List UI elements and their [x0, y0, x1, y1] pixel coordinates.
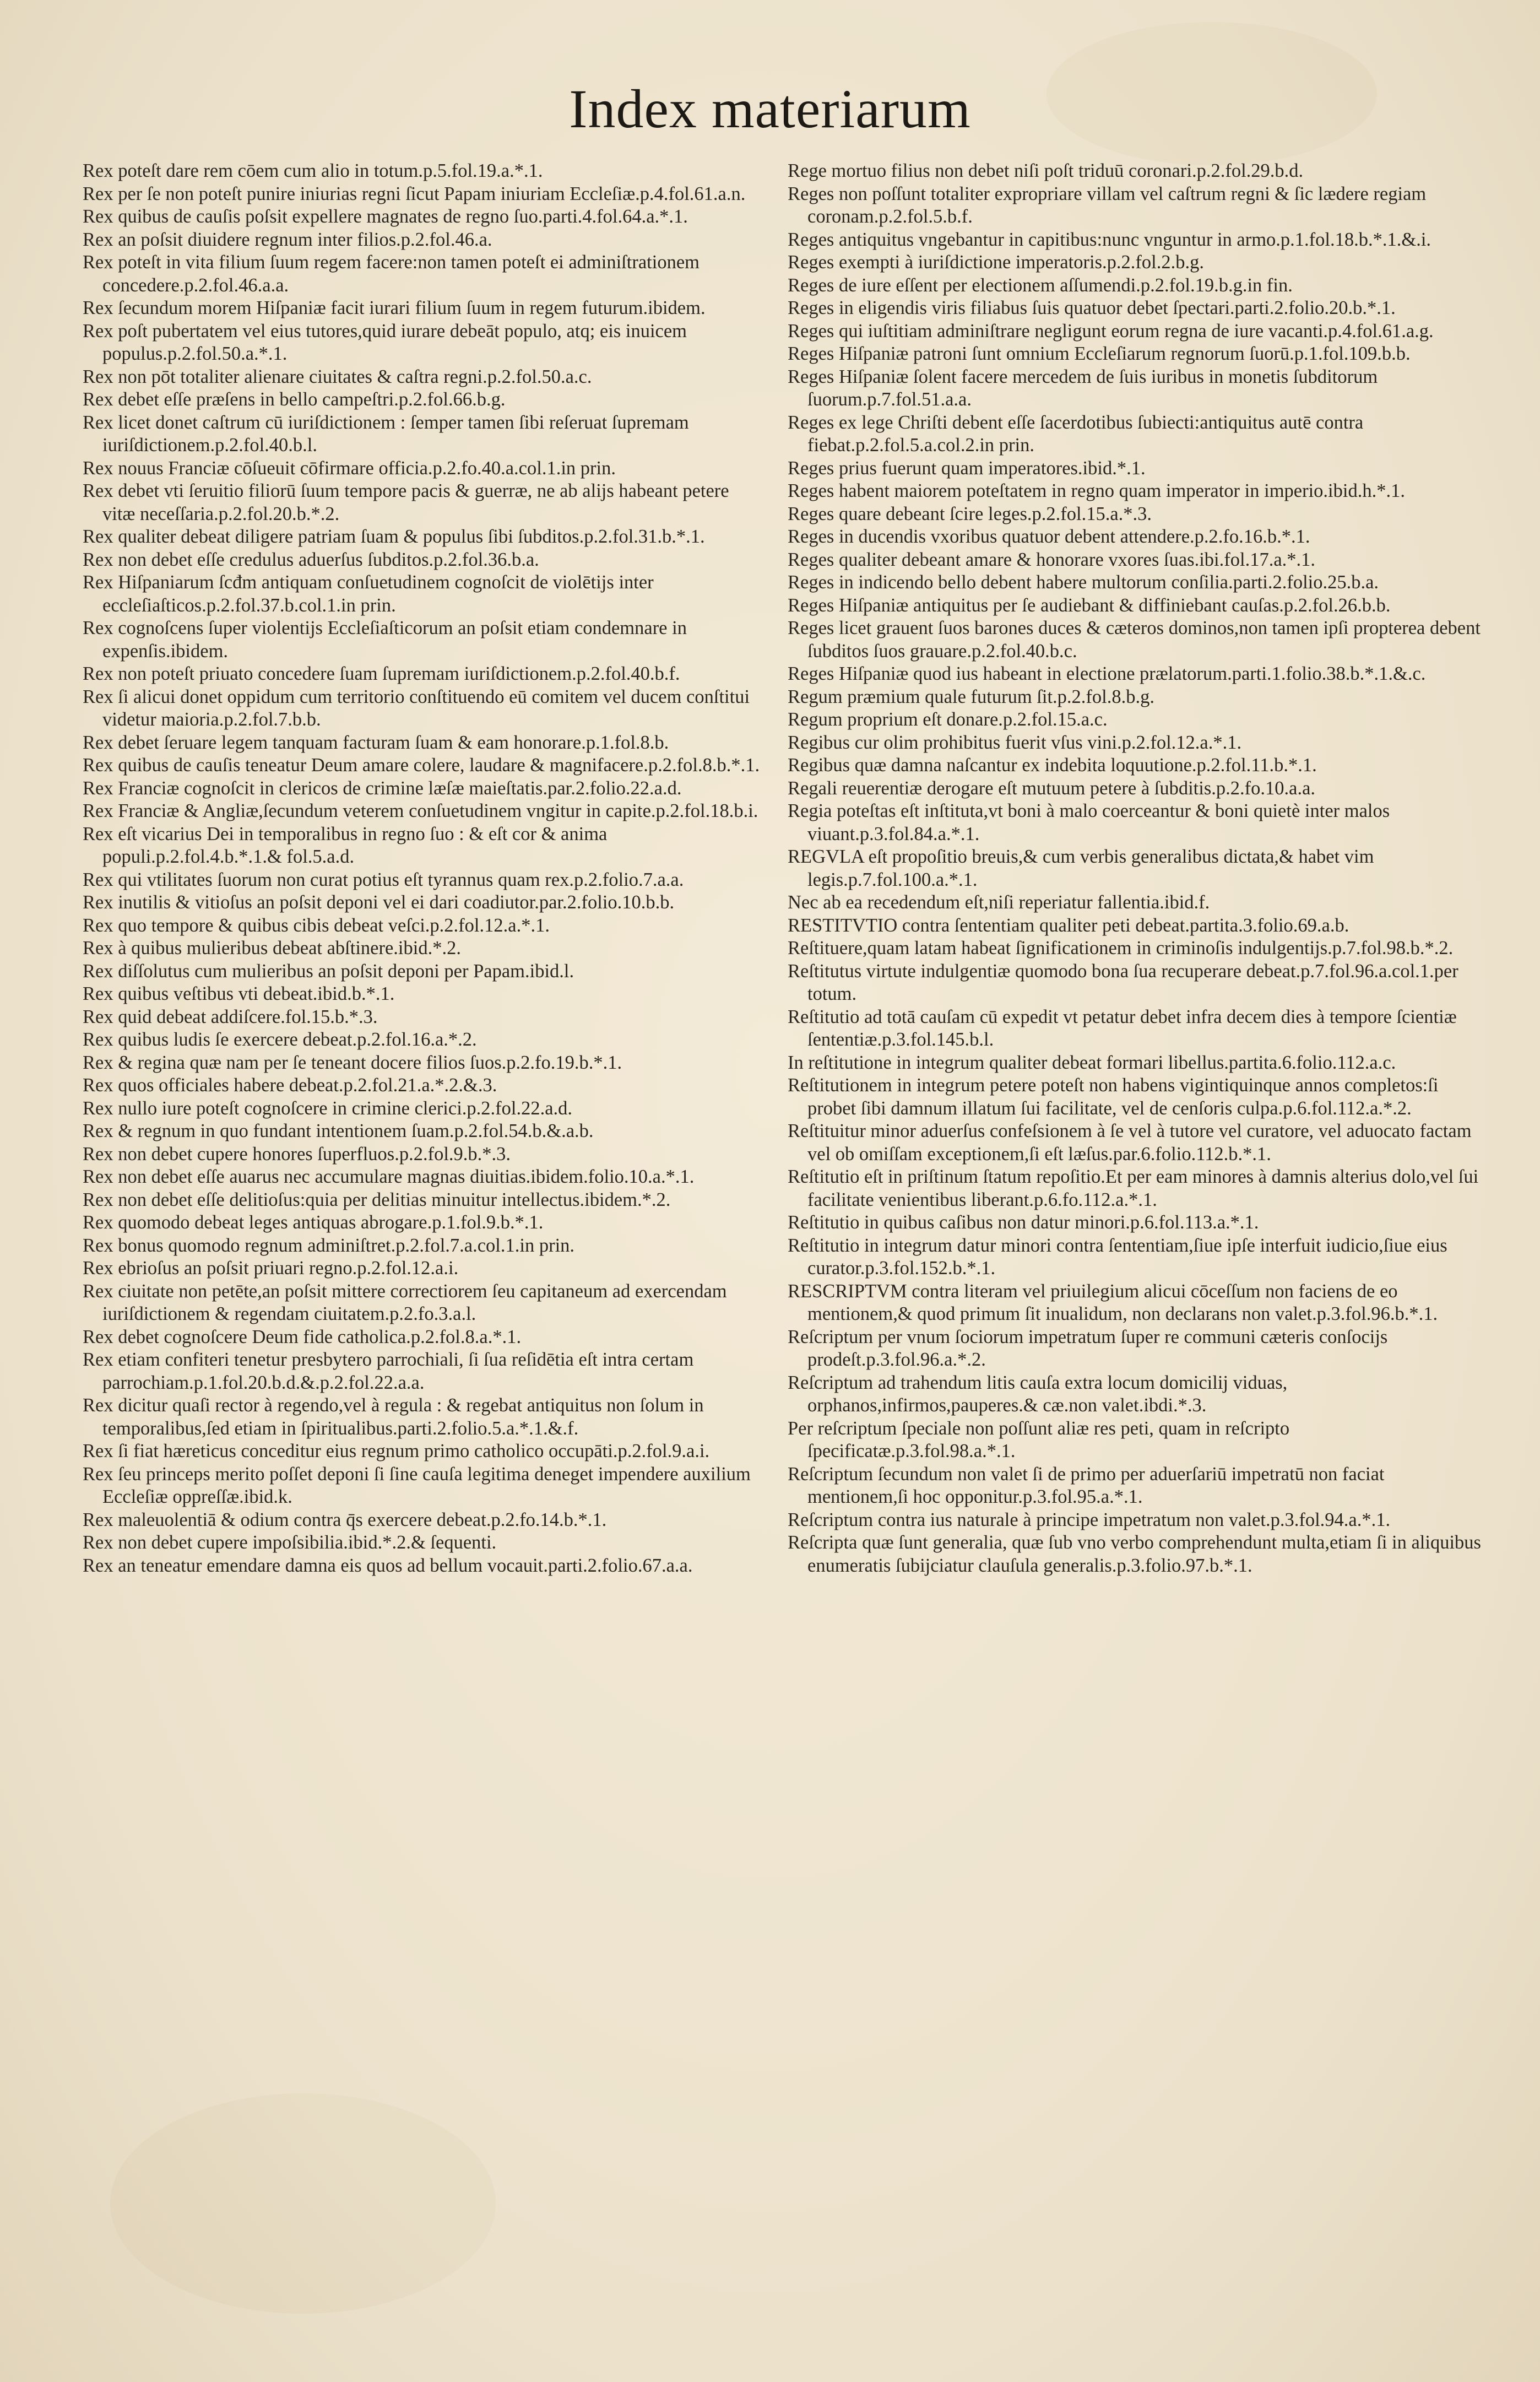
index-entry: Rex debet eſſe præſens in bello campeſtri.p.2.fol.66.b.g. — [83, 389, 506, 410]
index-entry: Rex inutilis & vitioſus an poſsit deponi vel ei dari coadiutor.par.2.folio.10.b.b. — [83, 892, 675, 913]
index-entry: Reſcriptum ſecundum non valet ſi de primo per aduerſariū impetratū non faciat mentionem,ſi hoc opponitur.p.3.fol.95.a.*.1. — [788, 1463, 1385, 1507]
index-entry: Rex qualiter debeat diligere patriam ſuam & populus ſibi ſubditos.p.2.fol.31.b.*.1. — [83, 526, 705, 547]
index-entry: Rex non debet eſſe auarus nec accumulare magnas diuitias.ibidem.folio.10.a.*.1. — [83, 1166, 695, 1187]
index-entry: Reges in indicendo bello debent habere multorum conſilia.parti.2.folio.25.b.a. — [788, 572, 1379, 593]
index-entry: RESTITVTIO contra ſententiam qualiter peti debeat.partita.3.folio.69.a.b. — [788, 914, 1349, 936]
index-entry: Reſcripta quæ ſunt generalia, quæ ſub vno verbo comprehendunt multa,etiam ſi in aliquibus enumeratis ſubijciatur clauſula generalis.p.3.folio.97.b.*.1. — [788, 1532, 1481, 1576]
index-entry: Reges non poſſunt totaliter expropriare villam vel caſtrum regni & ſic lædere regiam coronam.p.2.fol.5.b.f. — [788, 183, 1427, 227]
index-entry: Rex ſecundum morem Hiſpaniæ facit iurari filium ſuum in regem futurum.ibidem. — [83, 297, 706, 318]
index-entry: Rex non debet eſſe credulus aduerſus ſubditos.p.2.fol.36.b.a. — [83, 549, 539, 570]
index-entry: Rex cognoſcens ſuper violentijs Eccleſiaſticorum an poſsit etiam condemnare in expenſis.ibidem. — [83, 618, 687, 662]
index-entry: Rex nouus Franciæ cōſueuit cōfirmare officia.p.2.fo.40.a.col.1.in prin. — [83, 457, 616, 479]
index-entry: Rex qui vtilitates ſuorum non curat potius eſt tyrannus quam rex.p.2.folio.7.a.a. — [83, 869, 684, 890]
index-entry: Rex ſi alicui donet oppidum cum territorio conſtituendo eū comitem vel ducem conſtitui videtur maioria.p.2.fol.7.b.b. — [83, 686, 750, 730]
index-entry: Rex non debet eſſe delitioſus:quia per delitias minuitur intellectus.ibidem.*.2. — [83, 1189, 671, 1210]
index-entry: Regali reuerentiæ derogare eſt mutuum petere à ſubditis.p.2.fo.10.a.a. — [788, 777, 1316, 799]
index-entry: Reſtitutio in quibus caſibus non datur minori.p.6.fol.113.a.*.1. — [788, 1212, 1259, 1233]
index-entry: Rex diſſolutus cum mulieribus an poſsit deponi per Papam.ibid.l. — [83, 960, 574, 982]
index-entry: Rex debet cognoſcere Deum fide catholica.p.2.fol.8.a.*.1. — [83, 1326, 522, 1347]
index-entry: Rex quibus ludis ſe exercere debeat.p.2.fol.16.a.*.2. — [83, 1029, 477, 1050]
index-entry: Reges de iure eſſent per electionem aſſumendi.p.2.fol.19.b.g.in fin. — [788, 274, 1293, 296]
index-entry: Regum proprium eſt donare.p.2.fol.15.a.c. — [788, 709, 1108, 730]
index-entry: Rex nullo iure poteſt cognoſcere in crimine clerici.p.2.fol.22.a.d. — [83, 1097, 573, 1119]
index-entry: Reges quare debeant ſcire leges.p.2.fol.15.a.*.3. — [788, 503, 1152, 524]
index-entry: Reſcriptum per vnum ſociorum impetratum ſuper re communi cæteris conſocijs prodeſt.p.3.fol.96.a.*.2. — [788, 1326, 1388, 1370]
index-entry: Reſtitutio ad totā cauſam cū expedit vt petatur debet infra decem dies à tempore ſcientiæ ſententiæ.p.3.fol.145.b.l. — [788, 1006, 1457, 1050]
index-entry: Rex quibus de cauſis poſsit expellere magnates de regno ſuo.parti.4.fol.64.a.*.1. — [83, 206, 688, 227]
index-entry: Reges exempti à iuriſdictione imperatoris.p.2.fol.2.b.g. — [788, 252, 1204, 273]
index-entry: Regum præmium quale futurum ſit.p.2.fol.8.b.g. — [788, 686, 1154, 707]
page-title: Index materiarum — [569, 78, 971, 139]
index-entry: Rex quibus veſtibus vti debeat.ibid.b.*.1. — [83, 983, 395, 1004]
index-entry: Rex licet donet caſtrum cū iuriſdictionem : ſemper tamen ſibi reſeruat ſupremam iuriſdictionem.p.2.fol.40.b.l. — [83, 412, 689, 456]
index-entry: Rex non pōt totaliter alienare ciuitates & caſtra regni.p.2.fol.50.a.c. — [83, 366, 592, 387]
left-index-column — [83, 160, 760, 1577]
index-entry: Rex quibus de cauſis teneatur Deum amare colere, laudare & magnifacere.p.2.fol.8.b.*.1. — [83, 755, 760, 776]
paper-stain — [110, 2093, 496, 2314]
index-entry: Rex quos officiales habere debeat.p.2.fol.21.a.*.2.&.3. — [83, 1075, 497, 1096]
index-entry: Rex ſeu princeps merito poſſet deponi ſi ſine cauſa legitima deneget impendere auxilium Eccleſiæ oppreſſæ.ibid.k. — [83, 1463, 751, 1507]
index-entry: Rex poteſt in vita filium ſuum regem facere:non tamen poteſt ei adminiſtrationem concedere.p.2.fol.46.a.a. — [83, 252, 699, 296]
index-entry: Reges antiquitus vngebantur in capitibus:nunc vnguntur in armo.p.1.fol.18.b.*.1.&.i. — [788, 229, 1431, 250]
index-entry: Reges Hiſpaniæ patroni ſunt omnium Eccleſiarum regnorum ſuorū.p.1.fol.109.b.b. — [788, 343, 1411, 364]
index-entry: Reges Hiſpaniæ ſolent facere mercedem de ſuis iuribus in monetis ſubditorum ſuorum.p.7.fol.51.a.a. — [788, 366, 1378, 410]
index-entry: Rex poſt pubertatem vel eius tutores,quid iurare debeāt populo, atq; eis inuicem populus.p.2.fol.50.a.*.1. — [83, 320, 687, 364]
index-entry: Rex debet ſeruare legem tanquam facturam ſuam & eam honorare.p.1.fol.8.b. — [83, 732, 669, 753]
index-entry: Reſtituere,quam latam habeat ſignificationem in criminoſis indulgentijs.p.7.fol.98.b.*.2. — [788, 938, 1454, 959]
index-entry: Rex poteſt dare rem cōem cum alio in totum.p.5.fol.19.a.*.1. — [83, 160, 543, 181]
index-entry: Rex à quibus mulieribus debeat abſtinere.ibid.*.2. — [83, 938, 461, 959]
index-entry: Rex quo tempore & quibus cibis debeat veſci.p.2.fol.12.a.*.1. — [83, 914, 550, 936]
index-entry: Regibus quæ damna naſcantur ex indebita loquutione.p.2.fol.11.b.*.1. — [788, 755, 1317, 776]
index-entry: Rex per ſe non poteſt punire iniurias regni ſicut Papam iniuriam Eccleſiæ.p.4.fol.61.a.n. — [83, 183, 746, 204]
index-entry: Nec ab ea recedendum eſt,niſi reperiatur fallentia.ibid.f. — [788, 892, 1210, 913]
index-entry: Rex an poſsit diuidere regnum inter filios.p.2.fol.46.a. — [83, 229, 492, 250]
index-entry: Rex eſt vicarius Dei in temporalibus in regno ſuo : & eſt cor & anima populi.p.2.fol.4.b.*.1.& fol.5.a.d. — [83, 823, 608, 867]
index-entry: Reges Hiſpaniæ antiquitus per ſe audiebant & diffiniebant cauſas.p.2.fol.26.b.b. — [788, 594, 1391, 616]
index-entry: REGVLA eſt propoſitio breuis,& cum verbis generalibus dictata,& habet vim legis.p.7.fol.100.a.*.1. — [788, 846, 1374, 890]
index-entry: Rex ſi fiat hæreticus conceditur eius regnum primo catholico occupāti.p.2.fol.9.a.i. — [83, 1441, 710, 1461]
index-entry: Per reſcriptum ſpeciale non poſſunt aliæ res peti, quam in reſcripto ſpecificatæ.p.3.fol.98.a.*.1. — [788, 1417, 1290, 1461]
index-entry: Rex & regnum in quo fundant intentionem ſuam.p.2.fol.54.b.&.a.b. — [83, 1120, 594, 1141]
index-entry: Regibus cur olim prohibitus fuerit vſus vini.p.2.fol.12.a.*.1. — [788, 732, 1242, 753]
index-entry: Rex debet vti ſeruitio filiorū ſuum tempore pacis & guerræ, ne ab alijs habeant petere vitæ neceſſaria.p.2.fol.20.b.*.2. — [83, 480, 729, 524]
index-entry: Rex ciuitate non petēte,an poſsit mittere correctiorem ſeu capitaneum ad exercendam iuriſdictionem & regendam ciuitatem.p.2.fo.3.a.l. — [83, 1280, 727, 1324]
index-entry: Rex Franciæ cognoſcit in clericos de crimine læſæ maieſtatis.par.2.folio.22.a.d. — [83, 777, 682, 799]
index-entry: Reges qui iuſtitiam adminiſtrare negligunt eorum regna de iure vacanti.p.4.fol.61.a.g. — [788, 320, 1434, 342]
index-entry: Reges in eligendis viris filiabus ſuis quatuor debet ſpectari.parti.2.folio.20.b.*.1. — [788, 297, 1396, 318]
index-entry: Reges habent maiorem poteſtatem in regno quam imperator in imperio.ibid.h.*.1. — [788, 480, 1405, 501]
index-entry: Reges in ducendis vxoribus quatuor debent attendere.p.2.fo.16.b.*.1. — [788, 526, 1310, 547]
index-entry: Reſcriptum contra ius naturale à principe impetratum non valet.p.3.fol.94.a.*.1. — [788, 1509, 1391, 1530]
index-entry: Reſtitutio eſt in priſtinum ſtatum repoſitio.Et per eam minores à damnis alterius dolo,vel ſui facilitate venientibus liberant.p.6.fo.112.a.*.1. — [788, 1166, 1479, 1210]
index-entry: Regia poteſtas eſt inſtituta,vt boni à malo coerceantur & boni quietè inter malos viuant.p.3.fol.84.a.*.1. — [788, 800, 1390, 844]
index-entry: Rex an teneatur emendare damna eis quos ad bellum vocauit.parti.2.folio.67.a.a. — [83, 1555, 693, 1576]
index-entry: Rex & regina quæ nam per ſe teneant docere filios ſuos.p.2.fo.19.b.*.1. — [83, 1052, 622, 1073]
index-entry: Reges Hiſpaniæ quod ius habeant in electione prælatorum.parti.1.folio.38.b.*.1.&.c. — [788, 663, 1426, 684]
index-entry: Rege mortuo filius non debet niſi poſt triduū coronari.p.2.fol.29.b.d. — [788, 160, 1304, 181]
index-entry: Rex bonus quomodo regnum adminiſtret.p.2.fol.7.a.col.1.in prin. — [83, 1235, 575, 1256]
index-entry: Rex non debet cupere honores ſuperfluos.p.2.fol.9.b.*.3. — [83, 1143, 511, 1165]
index-entry: Rex maleuolentiā & odium contra q̄s exercere debeat.p.2.fo.14.b.*.1. — [83, 1509, 607, 1530]
index-entry: Reges licet grauent ſuos barones duces & cæteros dominos,non tamen ipſi propterea debent ſubditos ſuos grauare.p.2.fol.40.b.c. — [788, 618, 1481, 662]
index-entry: Rex Hiſpaniarum ſcđm antiquam conſuetudinem cognoſcit de violētijs inter eccleſiaſticos.p.2.fol.37.b.col.1.in prin. — [83, 572, 654, 616]
index-entry: Reſtitutio in integrum datur minori contra ſententiam,ſiue ipſe interfuit iudicio,ſiue eius curator.p.3.fol.152.b.*.1. — [788, 1235, 1447, 1279]
index-entry: Reges ex lege Chriſti debent eſſe ſacerdotibus ſubiecti:antiquitus autē contra fiebat.p.2.fol.5.a.col.2.in prin. — [788, 412, 1364, 456]
index-entry: Reges prius fuerunt quam imperatores.ibid.*.1. — [788, 457, 1146, 479]
index-entry: Reſcriptum ad trahendum litis cauſa extra locum domicilij viduas, orphanos,infirmos,pauperes.& cæ.non valet.ibdi.*.3. — [788, 1372, 1288, 1416]
index-entry: Reſtitutionem in integrum petere poteſt non habens vigintiquinque annos completos:ſi probet ſibi damnum illatum ſui facilitate, vel de cenſoris culpa.p.6.fol.112.a.*.2. — [788, 1075, 1439, 1119]
index-entry: Rex etiam confiteri tenetur presbytero parrochiali, ſi ſua reſidētia eſt intra certam parrochiam.p.1.fol.20.b.d.&.p.2.fol.22.a.a. — [83, 1349, 694, 1393]
index-entry: RESCRIPTVM contra literam vel priuilegium alicui cōceſſum non faciens de eo mentionem,& quod primum ſit inualidum, non declarans non valet.p.3.fol.96.b.*.1. — [788, 1280, 1438, 1324]
index-entry: Rex ebrioſus an poſsit priuari regno.p.2.fol.12.a.i. — [83, 1258, 459, 1279]
index-entry: Rex non debet cupere impoſsibilia.ibid.*.2.& ſequenti. — [83, 1532, 497, 1553]
index-entry: Rex quid debeat addiſcere.fol.15.b.*.3. — [83, 1006, 378, 1027]
index-entry: Rex quomodo debeat leges antiquas abrogare.p.1.fol.9.b.*.1. — [83, 1212, 544, 1233]
index-entry: Rex Franciæ & Angliæ,ſecundum veterem conſuetudinem vngitur in capite.p.2.fol.18.b.i. — [83, 800, 758, 821]
index-entry: Rex dicitur quaſi rector à regendo,vel à regula : & regebat antiquitus non ſolum in temporalibus,ſed etiam in ſpiritualibus.parti.2.folio.5.a.*.1.&.f. — [83, 1395, 704, 1439]
index-entry: Rex non poteſt priuato concedere ſuam ſupremam iuriſdictionem.p.2.fol.40.b.f. — [83, 663, 680, 684]
index-entry: Reſtitutus virtute indulgentiæ quomodo bona ſua recuperare debeat.p.7.fol.96.a.col.1.per totum. — [788, 960, 1458, 1004]
right-index-column — [788, 160, 1487, 1577]
index-entry: Reges qualiter debeant amare & honorare vxores ſuas.ibi.fol.17.a.*.1. — [788, 549, 1316, 570]
index-entry: In reſtitutione in integrum qualiter debeat formari libellus.partita.6.folio.112.a.c. — [788, 1052, 1396, 1073]
index-entry: Reſtituitur minor aduerſus confeſsionem à ſe vel à tutore vel curatore, vel aduocato factam vel ob omiſſam exceptionem,ſi eſt læſus.par.6.folio.112.b.*.1. — [788, 1120, 1472, 1165]
